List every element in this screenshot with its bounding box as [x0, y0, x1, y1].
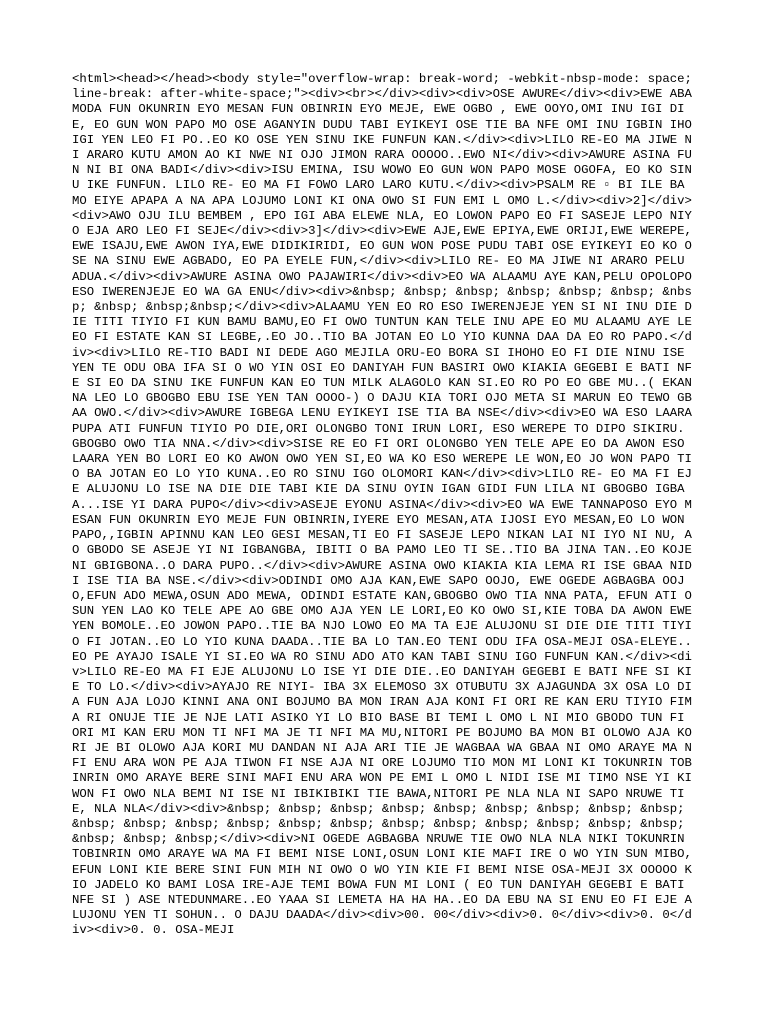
document-body-text: <html><head></head><body style="overflow-wrap: break-word; -webkit-nbsp-mode: space; line-break: after-white-space;"><div><br></div><div><div>OSE AWURE</div><div>EWE ABAMODA FUN OKUNRIN EYO MESAN FUN OBINRIN EYO MEJE, EWE OGBO , EWE OOYO,OMI INU IGI DIE, EO GUN WON PAPO MO OSE AGANYIN DUDU TABI EYIKEYI OSE TIE BA NFE OMI INU IGBIN IHO IGI YEN LEO FI PO..EO KO OSE YEN SINU IKE FUNFUN KAN.</div><div>LILO RE-EO MA JIWE NI ARARO KUTU AMON AO KI NWE NI OJO JIMON RARA OOOOO..EWO NI</div><div>AWURE ASINA FUN NI BI ONA BADI</div><div>ISU EMINA, ISU WOWO EO GUN WON PAPO MOSE OGOFA, EO KO SINU IKE FUNFUN. LILO RE- EO MA FI FOWO LARO LARO KUTU.</div><div>PSALM RE ▫ BI ILE BA MO EIYE APAPA A NA APA LOJUMO LONI KI ONA OWO SI FUN EMI L OMO L.</div><div>2]</div><div>AWO OJU ILU BEMBEM , EPO IGI ABA ELEWE NLA, EO LOWON PAPO EO FI SASEJE LEPO NIYO EJA ARO LEO FI SEJE</div><div>3]</div><div>EWE AJE,EWE EPIYA,EWE ORIJI,EWE WEREPE,EWE ISAJU,EWE AWON IYA,EWE DIDIKIRIDI, EO GUN WON POSE PUDU TABI OSE EYIKEYI EO KO OSE NA SINU EWE AGBADO, EO PA EYELE FUN,</div><div>LILO RE- EO MA JIWE NI ARARO PELU ADUA.</div><div>AWURE ASINA OWO PAJAWIRI</div><div>EO WA ALAAMU AYE KAN,PELU OPOLOPO ESO IWERENJEJE EO WA GA ENU</div><div>&nbsp; &nbsp; &nbsp; &nbsp; &nbsp; &nbsp; &nbsp; &nbsp; &nbsp;&nbsp;</div><div>ALAAMU YEN EO RO ESO IWERENJEJE YEN SI NI INU DIE DIE TITI TIYIO FI KUN BAMU BAMU,EO FI OWO TUNTUN KAN TELE INU APE EO MU ALAAMU AYE LE EO FI ESTATE KAN SI LEGBE,.EO JO..TIO BA JOTAN EO LO YIO KUNNA DAA DA EO RO PAPO.</div><div>LILO RE-TIO BADI NI DEDE AGO MEJILA ORU-EO BORA SI IHOHO EO FI DIE NINU ISE YEN TE ODU OBA IFA SI O WO YIN OSI EO DANIYAH FUN BASIRI OWO KIAKIA GEGEBI E BATI NFE SI EO DA SINU IKE FUNFUN KAN EO TUN MILK ALAGOLO KAN SI.EO RO PO EO GBE MU..( EKANNA LEO LO GBOGBO EBU ISE YEN TAN OOOO-) O DAJU KIA TORI OJO META SI MARUN EO TEWO GBAA OWO.</div><div>AWURE IGBEGA LENU EYIKEYI ISE TIA BA NSE</div><div>EO WA ESO LAARA PUPA ATI FUNFUN TIYIO PO DIE,ORI OLONGBO TONI IRUN LORI, ESO WEREPE TO DIPO SIKIRU. GBOGBO OWO TIA NNA.</div><div>SISE RE EO FI ORI OLONGBO YEN TELE APE EO DA AWON ESO LAARA YEN BO LORI EO KO AWON OWO YEN SI,EO WA KO ESO WEREPE LE WON,EO JO WON PAPO TIO BA JOTAN EO LO YIO KUNA..EO RO SINU IGO OLOMORI KAN</div><div>LILO RE- EO MA FI EJE ALUJONU LO ISE NA DIE DIE TABI KIE DA SINU OYIN IGAN GIDI FUN LILA NI GBOGBO IGBAA...ISE YI DARA PUPO</div><div>ASEJE EYONU ASINA</div><div>EO WA EWE TANNAPOSO EYO MESAN FUN OKUNRIN EYO MEJE FUN OBINRIN,IYERE EYO MESAN,ATA IJOSI EYO MESAN,EO LO WON PAPO,,IGBIN APINNU KAN LEO GESI MESAN,TI EO FI SASEJE LEPO NIKAN LAI NI IYO NI NU, AO GBODO SE ASEJE YI NI IGBANGBA, IBITI O BA PAMO LEO TI SE..TIO BA JINA TAN..EO KOJE NI GBIGBONA..O DARA PUPO..</div><div>AWURE ASINA OWO KIAKIA KIA LEMA RI ISE GBAA NIDI ISE TIA BA NSE.</div><div>ODINDI OMO AJA KAN,EWE SAPO OOJO, EWE OGEDE AGBAGBA OOJO,EFUN ADO MEWA,OSUN ADO MEWA, ODINDI ESTATE KAN,GBOGBO OWO TIA NNA PATA, EFUN ATI OSUN YEN LAO KO TELE APE AO GBE OMO AJA YEN LE LORI,EO KO OWO SI,KIE TOBA DA AWON EWE YEN BOMOLE..EO JOWON PAPO..TIE BA NJO LOWO EO MA TA EJE ALUJONU SI DIE DIE TITI TIYIO FI JOTAN..EO LO YIO KUNA DAADA..TIE BA LO TAN.EO TENI ODU IFA OSA-MEJI OSA-ELEYE..EO PE AYAJO ISALE YI SI.EO WA RO SINU ADO ATO KAN TABI SINU IGO FUNFUN KAN.</div><div>LILO RE-EO MA FI EJE ALUJONU LO ISE YI DIE DIE..EO DANIYAH GEGEBI E BATI NFE SI KIE TO LO.</div><div>AYAJO RE NIYI- IBA 3X ELEMOSO 3X OTUBUTU 3X AJAGUNDA 3X OSA LO DIA FUN AJA LOJO KINNI ANA ONI BOJUMO BA MON IRAN AJA KONI FI ORI RE KAN ERU TIYIO FIMA RI ONUJE TIE JE NJE LATI ASIKO YI LO BIO BASE BI TEMI L OMO L NI MIO GBODO TUN FI ORI MI KAN ERU MON TI NFI MA JE TI NFI MA MU,NITORI PE BOJUMO BA MON BI OLOWO AJA KORI JE BI OLOWO AJA KORI MU DANDAN NI AJA ARI TIE JE WAGBAA WA GBAA NI OMO ARAYE MA NFI ENU ARA WON PE AJA TIWON FI NSE AJA NI ORE LOJUMO TIO MON MI LONI KI TOKUNRIN TOBINRIN OMO ARAYE BERE SINI MAFI ENU ARA WON PE EMI L OMO L NIDI ISE MI TIMO NSE YI KIWON FI OWO NLA BEMI NI ISE NI IBIKIBIKI TIE BAWA,NITORI PE NLA NLA NI SAPO NRUWE TIE, NLA NLA</div><div>&nbsp; &nbsp; &nbsp; &nbsp; &nbsp; &nbsp; &nbsp; &nbsp; &nbsp; &nbsp; &nbsp; &nbsp; &nbsp; &nbsp; &nbsp; &nbsp; &nbsp; &nbsp; &nbsp; &nbsp; &nbsp; &nbsp; &nbsp; &nbsp;</div><div>NI OGEDE AGBAGBA NRUWE TIE OWO NLA NLA NIKI TOKUNRIN TOBINRIN OMO ARAYE WA MA FI BEMI NISE LONI,OSUN LONI KIE MAFI IRE O WO YIN SUN MIBO, EFUN LONI KIE BERE SINI FUN MIH NI OWO O WO YIN KIE FI BEMI NISE OSA-MEJI 3X OOOOO KIO JADELO KO BAMI LOSA IRE-AJE TEMI BOWA FUN MI LONI ( EO TUN DANIYAH GEGEBI E BATI NFE SI ) ASE NTEDUNMARE..EO YAAA SI LEMETA HA HA HA..EO DA EBU NA SI ENU EO FI EJE ALUJONU YEN TI SOHUN.. O DAJU DAADA</div><div>00. 00</div><div>0. 0</div><div>0. 0</div><div>0. 0. OSA-MEJI [72, 72, 700, 938]
